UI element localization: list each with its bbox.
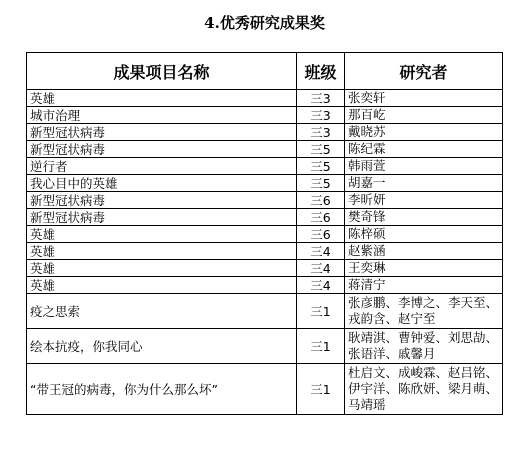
table-row (27, 294, 503, 329)
project-name-cell: 绘本抗疫，你我同心 (27, 329, 297, 364)
class-cell: 三5 (297, 158, 345, 175)
class-cell: 三5 (297, 141, 345, 158)
researcher-cell: 耿靖淇、曹钟爱、刘思劼、张语洋、戚馨月 (345, 329, 503, 364)
table-row (27, 364, 503, 415)
awards-table (26, 52, 503, 415)
class-cell: 三4 (297, 243, 345, 260)
class-cell: 三5 (297, 175, 345, 192)
project-name-cell: 英雄 (27, 260, 297, 277)
table-row (27, 192, 503, 209)
researcher-cell: 陈梓硕 (345, 226, 503, 243)
class-cell: 三1 (297, 294, 345, 329)
header-researcher: 研究者 (345, 53, 503, 90)
table-row (27, 243, 503, 260)
project-name-cell: 英雄 (27, 277, 297, 294)
header-project-name: 成果项目名称 (27, 53, 297, 90)
project-name-cell: 新型冠状病毒 (27, 124, 297, 141)
project-name-cell: 英雄 (27, 226, 297, 243)
table-row (27, 141, 503, 158)
project-name-cell: 新型冠状病毒 (27, 209, 297, 226)
table-row (27, 329, 503, 364)
table-row (27, 107, 503, 124)
class-cell: 三4 (297, 260, 345, 277)
table-header-row (27, 53, 503, 90)
class-cell: 三3 (297, 124, 345, 141)
researcher-cell: 樊奇锋 (345, 209, 503, 226)
class-cell: 三4 (297, 277, 345, 294)
class-cell: 三6 (297, 209, 345, 226)
project-name-cell: 疫之思索 (27, 294, 297, 329)
class-cell: 三6 (297, 192, 345, 209)
project-name-cell: 新型冠状病毒 (27, 192, 297, 209)
header-class: 班级 (297, 53, 345, 90)
project-name-cell: 逆行者 (27, 158, 297, 175)
researcher-cell: 张奕轩 (345, 90, 503, 107)
researcher-cell: 戴晓苏 (345, 124, 503, 141)
researcher-cell: 赵紫涵 (345, 243, 503, 260)
researcher-cell: 那百屹 (345, 107, 503, 124)
class-cell: 三1 (297, 364, 345, 415)
class-cell: 三3 (297, 107, 345, 124)
table-row (27, 277, 503, 294)
class-cell: 三6 (297, 226, 345, 243)
table-row (27, 226, 503, 243)
table-row (27, 209, 503, 226)
researcher-cell: 杜启文、成峻霖、赵吕铭、伊宇洋、陈欣妍、梁月萌、马靖瑶 (345, 364, 503, 415)
project-name-cell: “带王冠的病毒，你为什么那么坏” (27, 364, 297, 415)
class-cell: 三1 (297, 329, 345, 364)
researcher-cell: 陈纪霖 (345, 141, 503, 158)
project-name-cell: 英雄 (27, 243, 297, 260)
researcher-cell: 张彦鹏、李博之、李天至、戎韵含、赵宁至 (345, 294, 503, 329)
researcher-cell: 胡嘉一 (345, 175, 503, 192)
table-row (27, 175, 503, 192)
researcher-cell: 李昕妍 (345, 192, 503, 209)
table-row (27, 124, 503, 141)
class-cell: 三3 (297, 90, 345, 107)
table-row (27, 260, 503, 277)
project-name-cell: 新型冠状病毒 (27, 141, 297, 158)
project-name-cell: 城市治理 (27, 107, 297, 124)
table-row (27, 158, 503, 175)
table-row (27, 90, 503, 107)
researcher-cell: 王奕琳 (345, 260, 503, 277)
project-name-cell: 英雄 (27, 90, 297, 107)
page-title: 4.优秀研究成果奖 (204, 14, 325, 32)
researcher-cell: 蒋清宁 (345, 277, 503, 294)
project-name-cell: 我心目中的英雄 (27, 175, 297, 192)
researcher-cell: 韩雨萱 (345, 158, 503, 175)
